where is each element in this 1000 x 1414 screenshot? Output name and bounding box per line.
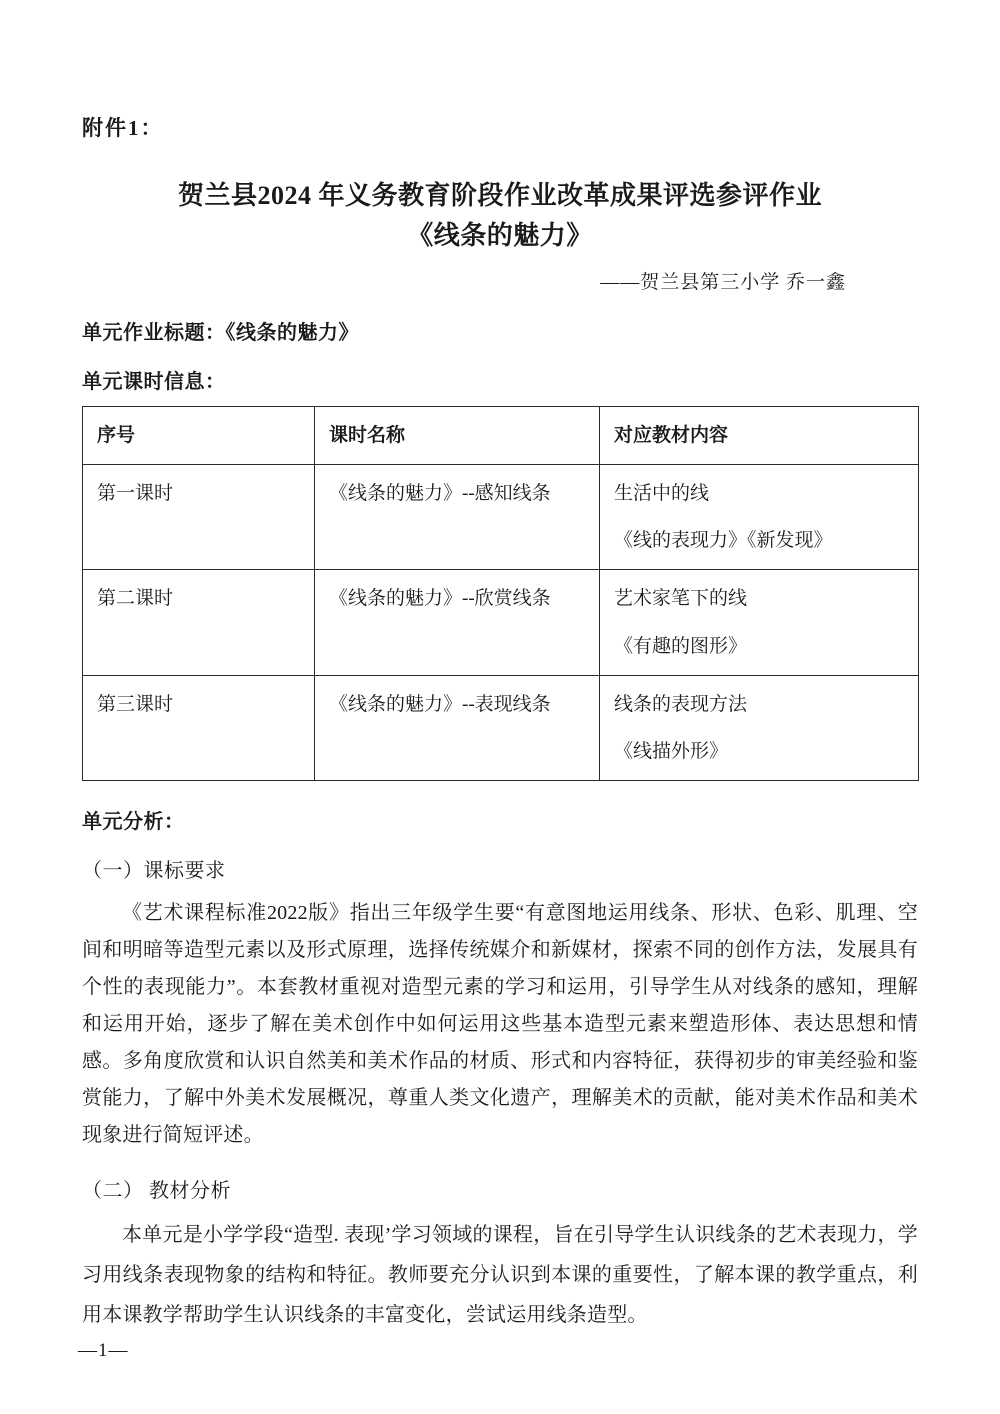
analysis-paragraph-1: 《艺术课程标准2022版》指出三年级学生要“有意图地运用线条、形状、色彩、肌理、空间和明暗等造型元素以及形式原理，选择传统媒介和新媒材，探索不同的创作方法，发展具有个性的表现能力”。本套教材重视对造型元素的学习和运用，引导学生从对线条的感知，理解和运用开始，逐步了解在美术创作中如何运用这些基本造型元素来塑造形体、表达思想和情感。多角度欣赏和认识自然美和美术作品的材质、形式和内容特征，获得初步的审美经验和鉴赏能力，了解中外美术发展概况，尊重人类文化遗产，理解美术的贡献，能对美术作品和美术现象进行简短评述。	[82, 902, 918, 1147]
table-header-index: 序号	[83, 406, 315, 464]
page-title-line-1: 贺兰县2024 年义务教育阶段作业改革成果评选参评作业	[177, 181, 822, 210]
material-line: 《线的表现力》《新发现》	[614, 530, 833, 552]
unit-title-label: 单元作业标题：	[82, 321, 226, 344]
table-cell-lesson-name: 《线条的魅力》--感知线条	[315, 464, 600, 570]
document-body	[82, 112, 918, 1335]
table-cell-index: 第二课时	[83, 570, 315, 676]
table-cell-index: 第一课时	[83, 464, 315, 570]
unit-title-value: 《线条的魅力》	[225, 321, 359, 344]
table-cell-material	[600, 570, 919, 676]
page-title-line-2: 《线条的魅力》	[407, 221, 593, 251]
table-row	[83, 570, 919, 676]
table-header-lesson-name: 课时名称	[315, 406, 600, 464]
unit-lesson-info-label: 单元课时信息：	[82, 370, 226, 393]
table-header-material: 对应教材内容	[600, 406, 919, 464]
page-title	[120, 176, 880, 257]
analysis-heading: 单元分析：	[82, 811, 185, 834]
page-number: —1—	[78, 1340, 129, 1361]
byline: ——贺兰县第三小学 乔一鑫	[600, 271, 846, 293]
unit-lesson-table	[82, 406, 919, 782]
table-header-row	[83, 406, 919, 464]
table-cell-material	[600, 464, 919, 570]
table-row	[83, 464, 919, 570]
attachment-label: 附件1：	[82, 116, 164, 140]
table-row	[83, 675, 919, 781]
table-cell-lesson-name: 《线条的魅力》--欣赏线条	[315, 570, 600, 676]
table-cell-lesson-name: 《线条的魅力》--表现线条	[315, 675, 600, 781]
unit-title-row	[82, 316, 918, 345]
material-line: 线条的表现方法	[614, 693, 748, 715]
analysis-subheading-1: （一）课标要求	[82, 860, 226, 883]
material-line: 艺术家笔下的线	[614, 588, 748, 610]
material-line: 《线描外形》	[614, 741, 729, 763]
analysis-paragraph-2: 本单元是小学学段“造型. 表现’学习领域的课程，旨在引导学生认识线条的艺术表现力，学习用线条表现物象的结构和特征。教师要充分认识到本课的重要性，了解本课的教学重点，利用本课教学帮助学生认识线条的丰富变化，尝试运用线条造型。	[82, 1224, 918, 1327]
analysis-subheading-2: （二） 教材分析	[82, 1180, 231, 1203]
material-line: 生活中的线	[614, 482, 710, 504]
material-line: 《有趣的图形》	[614, 635, 748, 657]
table-cell-index: 第三课时	[83, 675, 315, 781]
table-cell-material	[600, 675, 919, 781]
